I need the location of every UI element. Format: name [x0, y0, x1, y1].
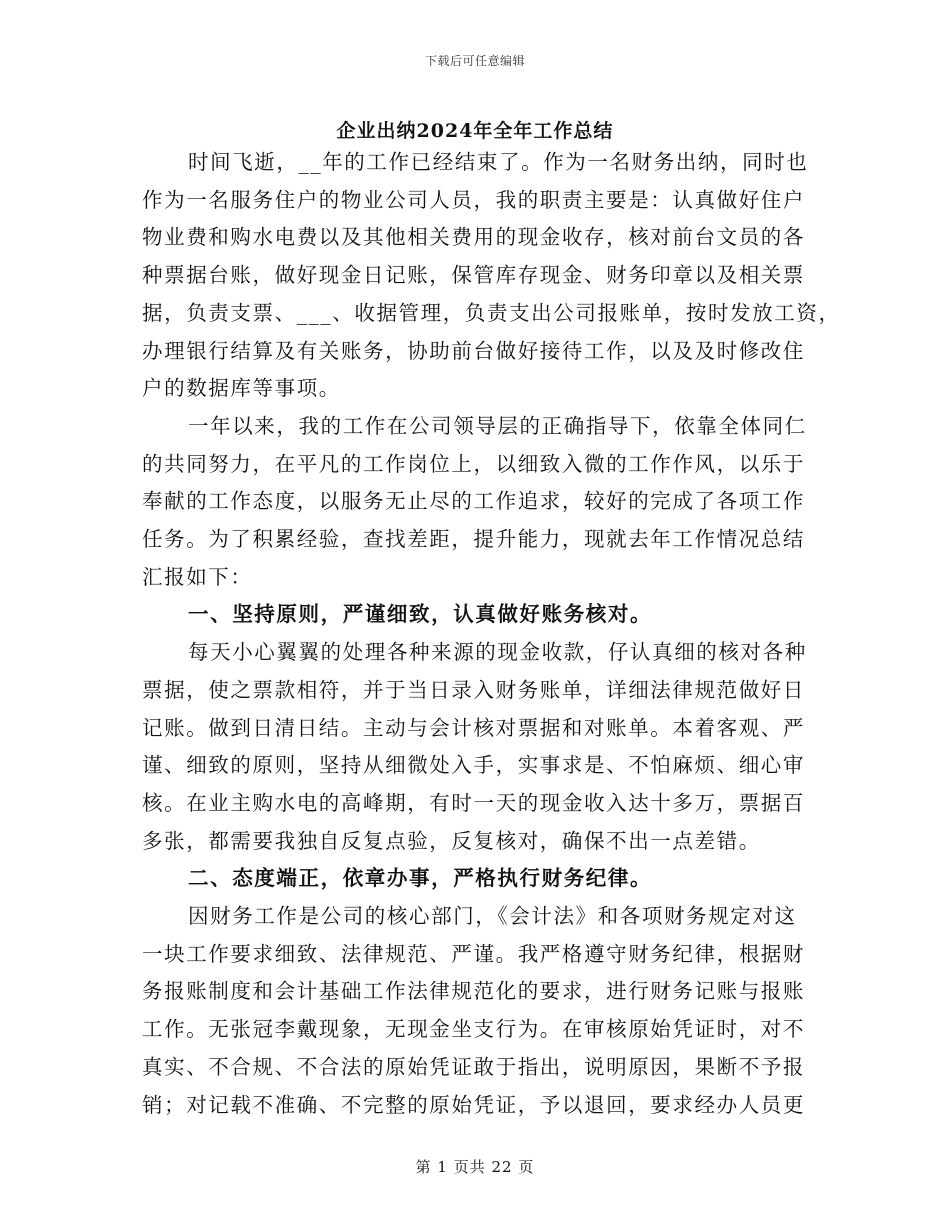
- paragraph-line: 记账。做到日清日结。主动与会计核对票据和对账单。本着客观、严: [142, 715, 805, 740]
- paragraph-line: 销；对记载不准确、不完整的原始凭证，予以退回，要求经办人员更: [142, 1092, 805, 1117]
- section-heading: 一、坚持原则，严谨细致，认真做好账务核对。: [188, 602, 653, 627]
- paragraph-line: 谨、细致的原则，坚持从细微处入手，实事求是、不怕麻烦、细心审: [142, 753, 805, 778]
- paragraph-line: 一年以来，我的工作在公司领导层的正确指导下，依靠全体同仁: [188, 413, 807, 438]
- header-note: 下载后可任意编辑: [424, 54, 525, 68]
- paragraph-line: 据，负责支票、___、收据管理，负责支出公司报账单，按时发放工资，: [142, 300, 841, 325]
- paragraph-line: 真实、不合规、不合法的原始凭证敢于指出，说明原因，果断不予报: [142, 1054, 805, 1079]
- paragraph-line: 作为一名服务住户的物业公司人员，我的职责主要是：认真做好住户: [142, 187, 805, 212]
- paragraph-line: 户的数据库等事项。: [142, 376, 341, 401]
- paragraph-line: 一块工作要求细致、法律规范、严谨。我严格遵守财务纪律，根据财: [142, 941, 805, 966]
- paragraph-line: 工作。无张冠李戴现象，无现金坐支行为。在审核原始凭证时，对不: [142, 1017, 805, 1042]
- paragraph-line: 种票据台账，做好现金日记账，保管库存现金、财务印章以及相关票: [142, 263, 805, 288]
- paragraph-line: 每天小心翼翼的处理各种来源的现金收款，仔认真细的核对各种: [188, 640, 807, 665]
- paragraph-line: 物业费和购水电费以及其他相关费用的现金收存，核对前台文员的各: [142, 225, 805, 250]
- paragraph-line: 时间飞逝，__年的工作已经结束了。作为一名财务出纳，同时也: [188, 150, 809, 174]
- section-heading: 二、态度端正，依章办事，严格执行财务纪律。: [188, 866, 653, 891]
- paragraph-line: 任务。为了积累经验，查找差距，提升能力，现就去年工作情况总结: [142, 527, 805, 551]
- paragraph-line: 核。在业主购水电的高峰期，有时一天的现金收入达十多万，票据百: [142, 790, 805, 815]
- paragraph-line: 因财务工作是公司的核心部门，《会计法》和各项财务规定对这: [188, 904, 797, 928]
- paragraph-line: 务报账制度和会计基础工作法律规范化的要求，进行财务记账与报账: [142, 979, 805, 1004]
- paragraph-line: 奉献的工作态度，以服务无止尽的工作追求，较好的完成了各项工作: [142, 489, 805, 514]
- paragraph-line: 票据，使之票款相符，并于当日录入财务账单，详细法律规范做好日: [142, 677, 805, 702]
- paragraph-line: 办理银行结算及有关账务，协助前台做好接待工作，以及及时修改住: [142, 338, 805, 363]
- document-title: 企业出纳2024年全年工作总结: [336, 120, 614, 142]
- paragraph-line: 多张，都需要我独自反复点验，反复核对，确保不出一点差错。: [142, 828, 761, 853]
- paragraph-line: 的共同努力，在平凡的工作岗位上，以细致入微的工作作风，以乐于: [142, 451, 805, 476]
- paragraph-line: 汇报如下：: [142, 564, 253, 589]
- page-footer: 第 1 页共 22 页: [415, 1158, 535, 1176]
